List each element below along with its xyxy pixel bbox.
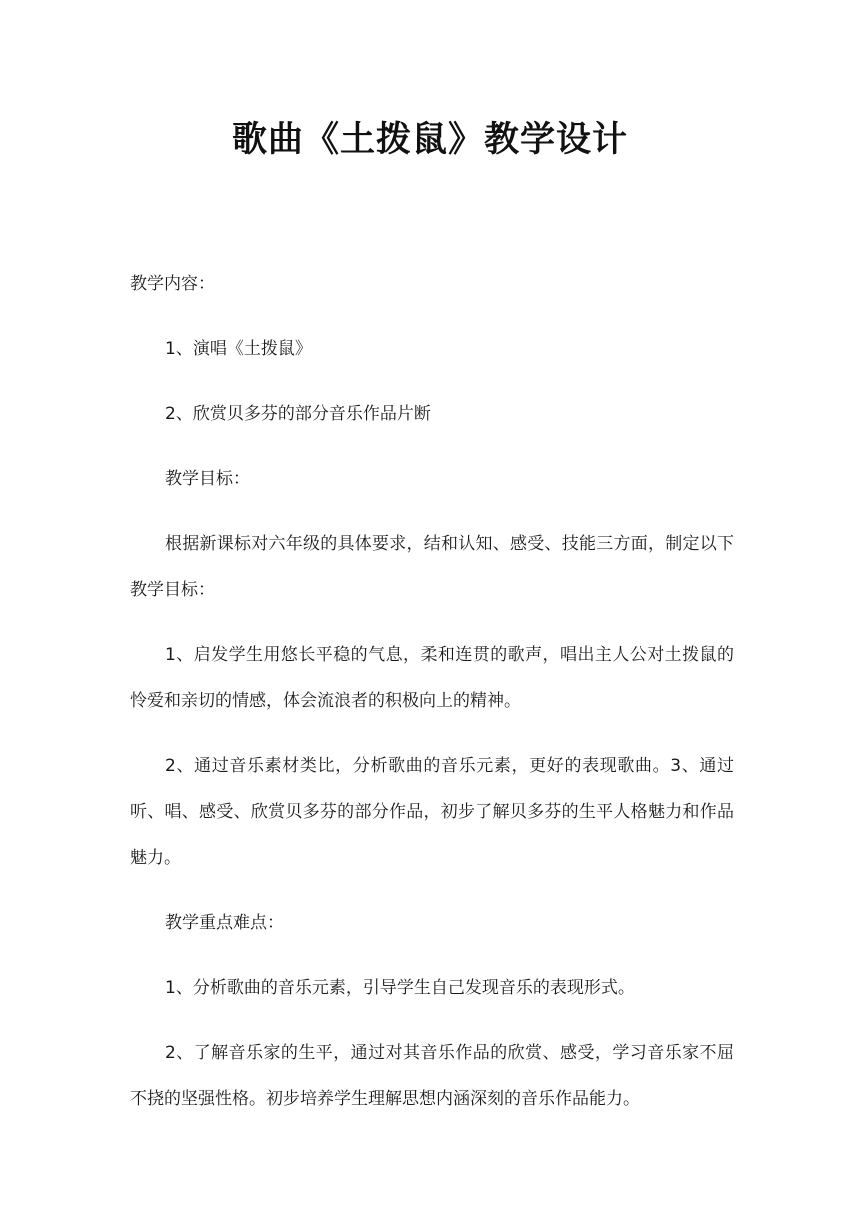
paragraph-content-item-2: 2、欣赏贝多芬的部分音乐作品片断 [165,404,431,424]
paragraph-goals-intro: 根据新课标对六年级的具体要求，结和认知、感受、技能三方面，制定以下教学目标： [130,534,734,600]
paragraph-key-point-2: 2、了解音乐家的生平，通过对其音乐作品的欣赏、感受，学习音乐家不屈不挠的坚强性格。初步培养学生理解思想内涵深刻的音乐作品能力。 [130,1043,734,1109]
paragraph-key-points-heading: 教学重点难点： [165,913,284,933]
paragraph-content-heading: 教学内容： [130,274,215,294]
paragraph-goal-2-3: 2、通过音乐素材类比，分析歌曲的音乐元素，更好的表现歌曲。3、通过听、唱、感受、欣赏贝多芬的部分作品，初步了解贝多芬的生平人格魅力和作品魅力。 [130,756,734,868]
paragraph-goal-1: 1、启发学生用悠长平稳的气息，柔和连贯的歌声，唱出主人公对土拨鼠的怜爱和亲切的情感，体会流浪者的积极向上的精神。 [130,645,734,711]
document-title: 歌曲《土拨鼠》教学设计 [231,120,628,160]
document-body [130,261,734,1141]
paragraph-goals-heading: 教学目标： [165,469,250,489]
paragraph-content-item-1: 1、演唱《土拨鼠》 [165,339,312,359]
paragraph-key-point-1: 1、分析歌曲的音乐元素，引导学生自己发现音乐的表现形式。 [165,978,635,998]
